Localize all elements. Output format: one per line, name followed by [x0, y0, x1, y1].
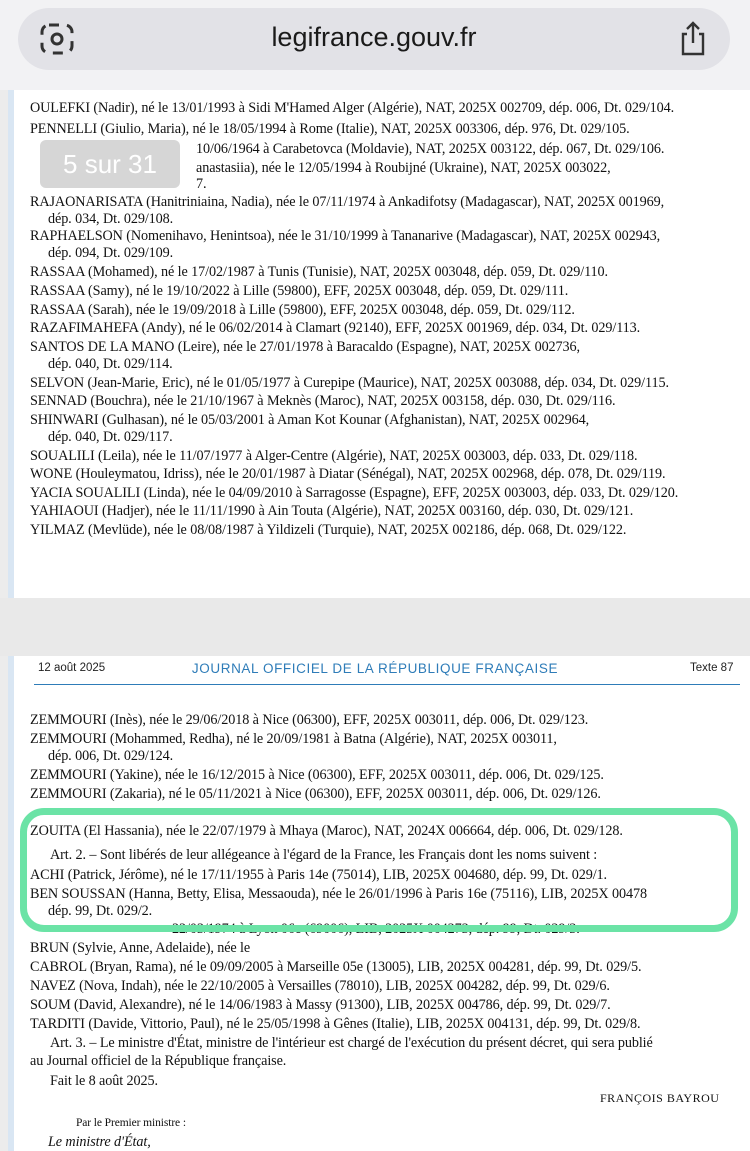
list-item: BRUN (Sylvie, Anne, Adelaide), née le	[30, 940, 251, 956]
list-item: ZEMMOURI (Yakine), née le 16/12/2015 à Nice (06300), EFF, 2025X 003011, dép. 006, Dt. 029/125.	[30, 767, 604, 783]
list-item: ZEMMOURI (Inès), née le 29/06/2018 à Nice (06300), EFF, 2025X 003011, dép. 006, Dt. 029/123.	[30, 712, 589, 728]
list-item: SOUALILI (Leila), née le 11/07/1977 à Alger-Centre (Algérie), NAT, 2025X 003003, dép. 033, Dt. 029/118.	[30, 448, 638, 464]
list-item: RASSAA (Samy), né le 19/10/2022 à Lille (59800), EFF, 2025X 003048, dép. 059, Dt. 029/111.	[30, 283, 569, 299]
url-bar[interactable]	[18, 8, 730, 70]
list-item: ZEMMOURI (Mohammed, Redha), né le 20/09/1981 à Batna (Algérie), NAT, 2025X 003011,	[30, 731, 557, 747]
list-item: RAZAFIMAHEFA (Andy), né le 06/02/2014 à Clamart (92140), EFF, 2025X 001969, dép. 034, Dt. 029/113.	[30, 320, 641, 336]
article-2: Art. 2. – Sont libérés de leur allégeance à l'égard de la France, les Français dont les noms suivent :	[50, 847, 598, 863]
list-item: YACIA SOUALILI (Linda), née le 04/09/2010 à Sarragosse (Espagne), EFF, 2025X 003003, dép. 033, Dt. 029/120.	[30, 485, 679, 501]
list-item: dép. 034, Dt. 029/108.	[48, 211, 174, 227]
list-item: RAPHAELSON (Nomenihavo, Henintsoa), née le 31/10/1999 à Tananarive (Madagascar), NAT, 2025X 002943,	[30, 228, 661, 244]
list-item: RASSAA (Mohamed), né le 17/02/1987 à Tunis (Tunisie), NAT, 2025X 003048, dép. 059, Dt. 029/110.	[30, 264, 608, 280]
list-item: SHINWARI (Gulhasan), né le 05/03/2001 à Aman Kot Kounar (Afghanistan), NAT, 2025X 002964,	[30, 412, 590, 428]
signatory-title: Le ministre d'État,	[48, 1134, 151, 1150]
list-item: PENNELLI (Giulio, Maria), né le 18/05/1994 à Rome (Italie), NAT, 2025X 003306, dép. 976, Dt. 029/105.	[30, 121, 630, 137]
list-item: ZEMMOURI (Zakaria), né le 05/11/2021 à Nice (06300), EFF, 2025X 003011, dép. 006, Dt. 029/126.	[30, 786, 601, 802]
list-item: dép. 040, Dt. 029/117.	[48, 429, 173, 445]
list-item: CABROL (Bryan, Rama), né le 09/09/2005 à Marseille 05e (13005), LIB, 2025X 004281, dép. 99, Dt. 029/5.	[30, 959, 642, 975]
url-text[interactable]: legifrance.gouv.fr	[271, 22, 477, 52]
list-item: ZOUITA (El Hassania), née le 22/07/1979 à Mhaya (Maroc), NAT, 2024X 006664, dép. 006, Dt. 029/128.	[30, 823, 623, 839]
page-separator	[0, 598, 750, 656]
list-item: YILMAZ (Mevlüde), née le 08/08/1987 à Yildizeli (Turquie), NAT, 2025X 002186, dép. 068, Dt. 029/122.	[30, 522, 627, 538]
list-item: RAJAONARISATA (Hanitriniaina, Nadia), née le 07/11/1974 à Ankadifotsy (Madagascar), NAT, 2025X 001969,	[30, 194, 665, 210]
share-icon[interactable]	[678, 21, 708, 57]
article-3: Art. 3. – Le ministre d'État, ministre de l'intérieur est chargé de l'exécution du présent décret, qui sera publié	[50, 1035, 653, 1051]
header-rule	[34, 684, 740, 685]
list-item: NAVEZ (Nova, Indah), née le 22/10/2005 à Versailles (78010), LIB, 2025X 004282, dép. 99, Dt. 029/6.	[30, 978, 610, 994]
browser-top-bar	[0, 0, 750, 90]
list-item: ACHI (Patrick, Jérôme), né le 17/11/1955 à Paris 14e (75014), LIB, 2025X 004680, dép. 99, Dt. 029/1.	[30, 867, 607, 883]
list-item: 10/06/1964 à Carabetovca (Moldavie), NAT, 2025X 003122, dép. 067, Dt. 029/106.	[196, 141, 665, 157]
list-item: 22/03/1974 à Lyon 06e (69006), LIB, 2025X 004273, dép. 99, Dt. 029/3.	[172, 921, 580, 937]
journal-text-number: Texte 87	[690, 662, 734, 674]
list-item: RASSAA (Sarah), née le 19/09/2018 à Lille (59800), EFF, 2025X 003048, dép. 059, Dt. 029/112.	[30, 302, 575, 318]
green-highlight-outline	[20, 808, 738, 932]
list-item: OULEFKI (Nadir), né le 13/01/1993 à Sidi M'Hamed Alger (Algérie), NAT, 2025X 002709, dép. 006, Dt. 029/104.	[30, 100, 675, 116]
list-item: dép. 006, Dt. 029/124.	[48, 748, 174, 764]
page-indicator-badge: 5 sur 31	[40, 140, 180, 188]
list-item: YAHIAOUI (Hadjer), née le 11/11/1990 à Ain Touta (Algérie), NAT, 2025X 003160, dép. 030, Dt. 029/121.	[30, 503, 634, 519]
signature-date: Fait le 8 août 2025.	[50, 1073, 158, 1089]
list-item: dép. 99, Dt. 029/2.	[48, 903, 153, 919]
signature-name: FRANÇOIS BAYROU	[600, 1091, 720, 1105]
list-item: WONE (Houleymatou, Idriss), née le 20/01/1987 à Diatar (Sénégal), NAT, 2025X 002968, dép. 078, Dt. 029/119.	[30, 466, 666, 482]
list-item: SELVON (Jean-Marie, Eric), né le 01/05/1977 à Curepipe (Maurice), NAT, 2025X 003088, dép. 034, Dt. 029/115.	[30, 375, 669, 391]
journal-date: 12 août 2025	[38, 662, 106, 674]
list-item: SANTOS DE LA MANO (Leire), née le 27/01/1978 à Baracaldo (Espagne), NAT, 2025X 002736,	[30, 339, 580, 355]
signatory-intro: Par le Premier ministre :	[76, 1117, 186, 1129]
list-item: SOUM (David, Alexandre), né le 14/06/1983 à Massy (91300), LIB, 2025X 004786, dép. 99, Dt. 029/7.	[30, 997, 611, 1013]
list-item: TARDITI (Davide, Vittorio, Paul), né le 25/05/1998 à Gênes (Italie), LIB, 2025X 004131, dép. 99, Dt. 029/8.	[30, 1016, 641, 1032]
list-item: BEN SOUSSAN (Hanna, Betty, Elisa, Messaouda), née le 26/01/1996 à Paris 16e (75116), LIB, 2025X 00478	[30, 886, 647, 902]
list-item: SENNAD (Bouchra), née le 21/10/1967 à Meknès (Maroc), NAT, 2025X 003158, dép. 030, Dt. 029/116.	[30, 393, 616, 409]
journal-title: JOURNAL OFFICIEL DE LA RÉPUBLIQUE FRANÇAISE	[191, 661, 559, 676]
list-item: anastasiia), née le 12/05/1994 à Roubijné (Ukraine), NAT, 2025X 003022,	[196, 160, 611, 176]
article-3-continuation: au Journal officiel de la République française.	[30, 1053, 287, 1069]
list-item: 7.	[196, 176, 207, 192]
list-item: dép. 040, Dt. 029/114.	[48, 356, 173, 372]
list-item: dép. 094, Dt. 029/109.	[48, 245, 174, 261]
